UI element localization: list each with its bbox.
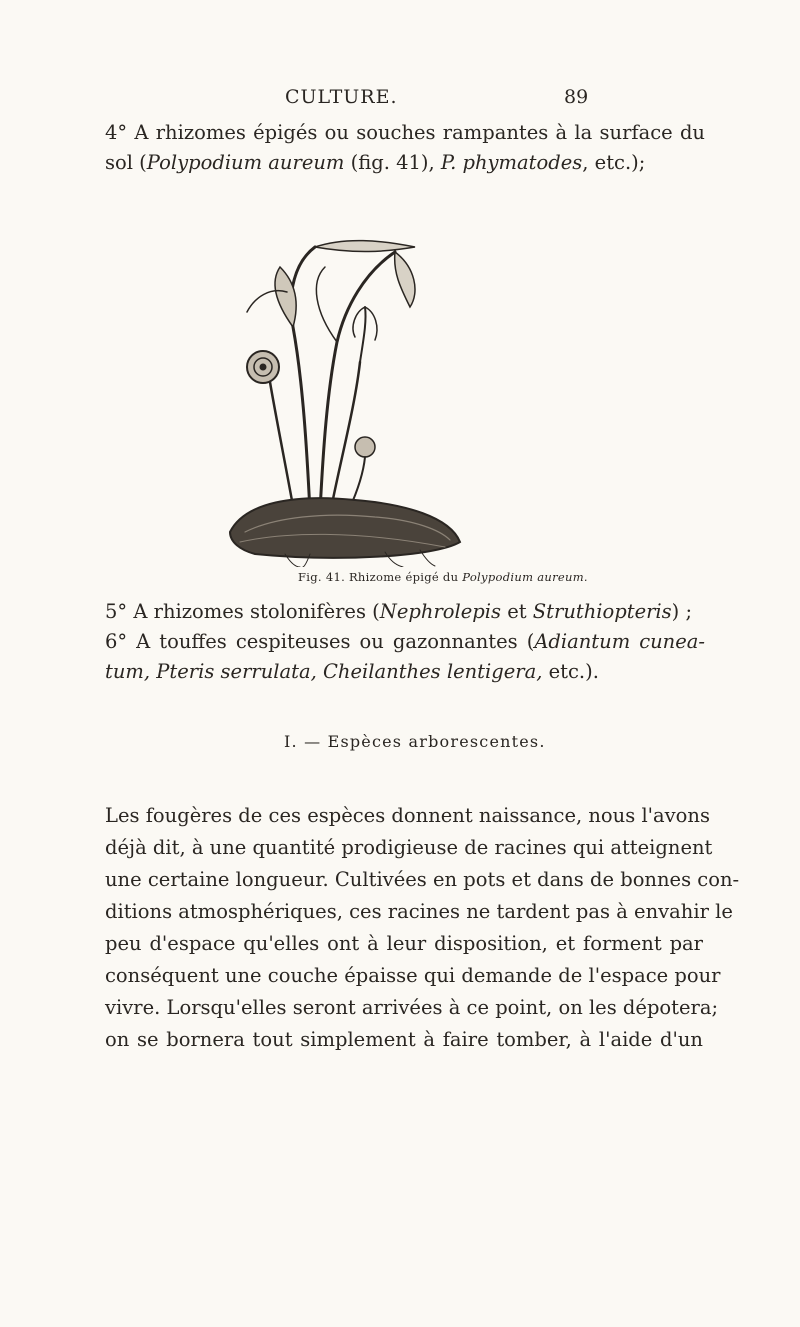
body-line: ditions atmosphériques, ces racines ne tardent pas à envahir le	[105, 900, 733, 923]
page-number: 89	[564, 86, 589, 108]
item-5-species-2: Struthiopteris	[532, 600, 672, 623]
page-header	[0, 86, 800, 116]
body-line: peu d'espace qu'elles ont à leur disposition, et forment par	[105, 932, 703, 955]
item-4-paragraph	[105, 118, 705, 178]
body-paragraph	[105, 800, 740, 1056]
item-5-text-c: ) ;	[671, 600, 693, 623]
item-6-line-1	[105, 627, 705, 657]
section-heading: I. — Espèces arborescentes.	[284, 732, 546, 751]
body-line: on se bornera tout simplement à faire tomber, à l'aide d'un	[105, 1028, 703, 1051]
figure-caption	[298, 570, 588, 584]
item-5-text-a: 5° A rhizomes stolonifères (	[105, 600, 380, 623]
item-5-species-1: Nephrolepis	[379, 600, 502, 623]
running-title: CULTURE.	[285, 86, 398, 108]
item-4-line-1: 4° A rhizomes épigés ou souches rampantes à la surface du	[105, 121, 705, 144]
item-4-text-c: , etc.);	[582, 151, 646, 174]
body-line: Les fougères de ces espèces donnent naissance, nous l'avons	[105, 804, 710, 827]
item-6-line-2	[105, 657, 705, 687]
item-5-paragraph	[105, 597, 705, 687]
item-5-text-b: et	[501, 600, 533, 623]
fern-rhizome-illustration	[215, 232, 475, 567]
item-4-text-a: sol (	[105, 151, 147, 174]
item-4-species-1: Polypodium aureum	[146, 151, 345, 174]
item-5-line	[105, 597, 705, 627]
body-line: vivre. Lorsqu'elles seront arrivées à ce point, on les dépotera;	[105, 996, 719, 1019]
item-6-text-c: etc.).	[542, 660, 599, 683]
item-6-species-1: Adiantum cunea-	[534, 630, 705, 653]
body-line: déjà dit, à une quantité prodigieuse de racines qui atteignent	[105, 836, 713, 859]
figure-caption-text: Fig. 41. Rhizome épigé du	[298, 570, 463, 584]
item-6-species-2: tum, Pteris serrulata, Cheilanthes lentigera,	[105, 660, 543, 683]
item-4-species-2: P. phymatodes	[440, 151, 583, 174]
body-line: conséquent une couche épaisse qui demande de l'espace pour	[105, 964, 721, 987]
figure-caption-species: Polypodium aureum.	[462, 570, 588, 584]
body-line: une certaine longueur. Cultivées en pots et dans de bonnes con-	[105, 868, 740, 891]
item-6-text-a: 6° A touffes cespiteuses ou gazonnantes (	[105, 630, 535, 653]
item-4-text-b: (fig. 41),	[344, 151, 441, 174]
item-4-line-2	[105, 148, 705, 178]
